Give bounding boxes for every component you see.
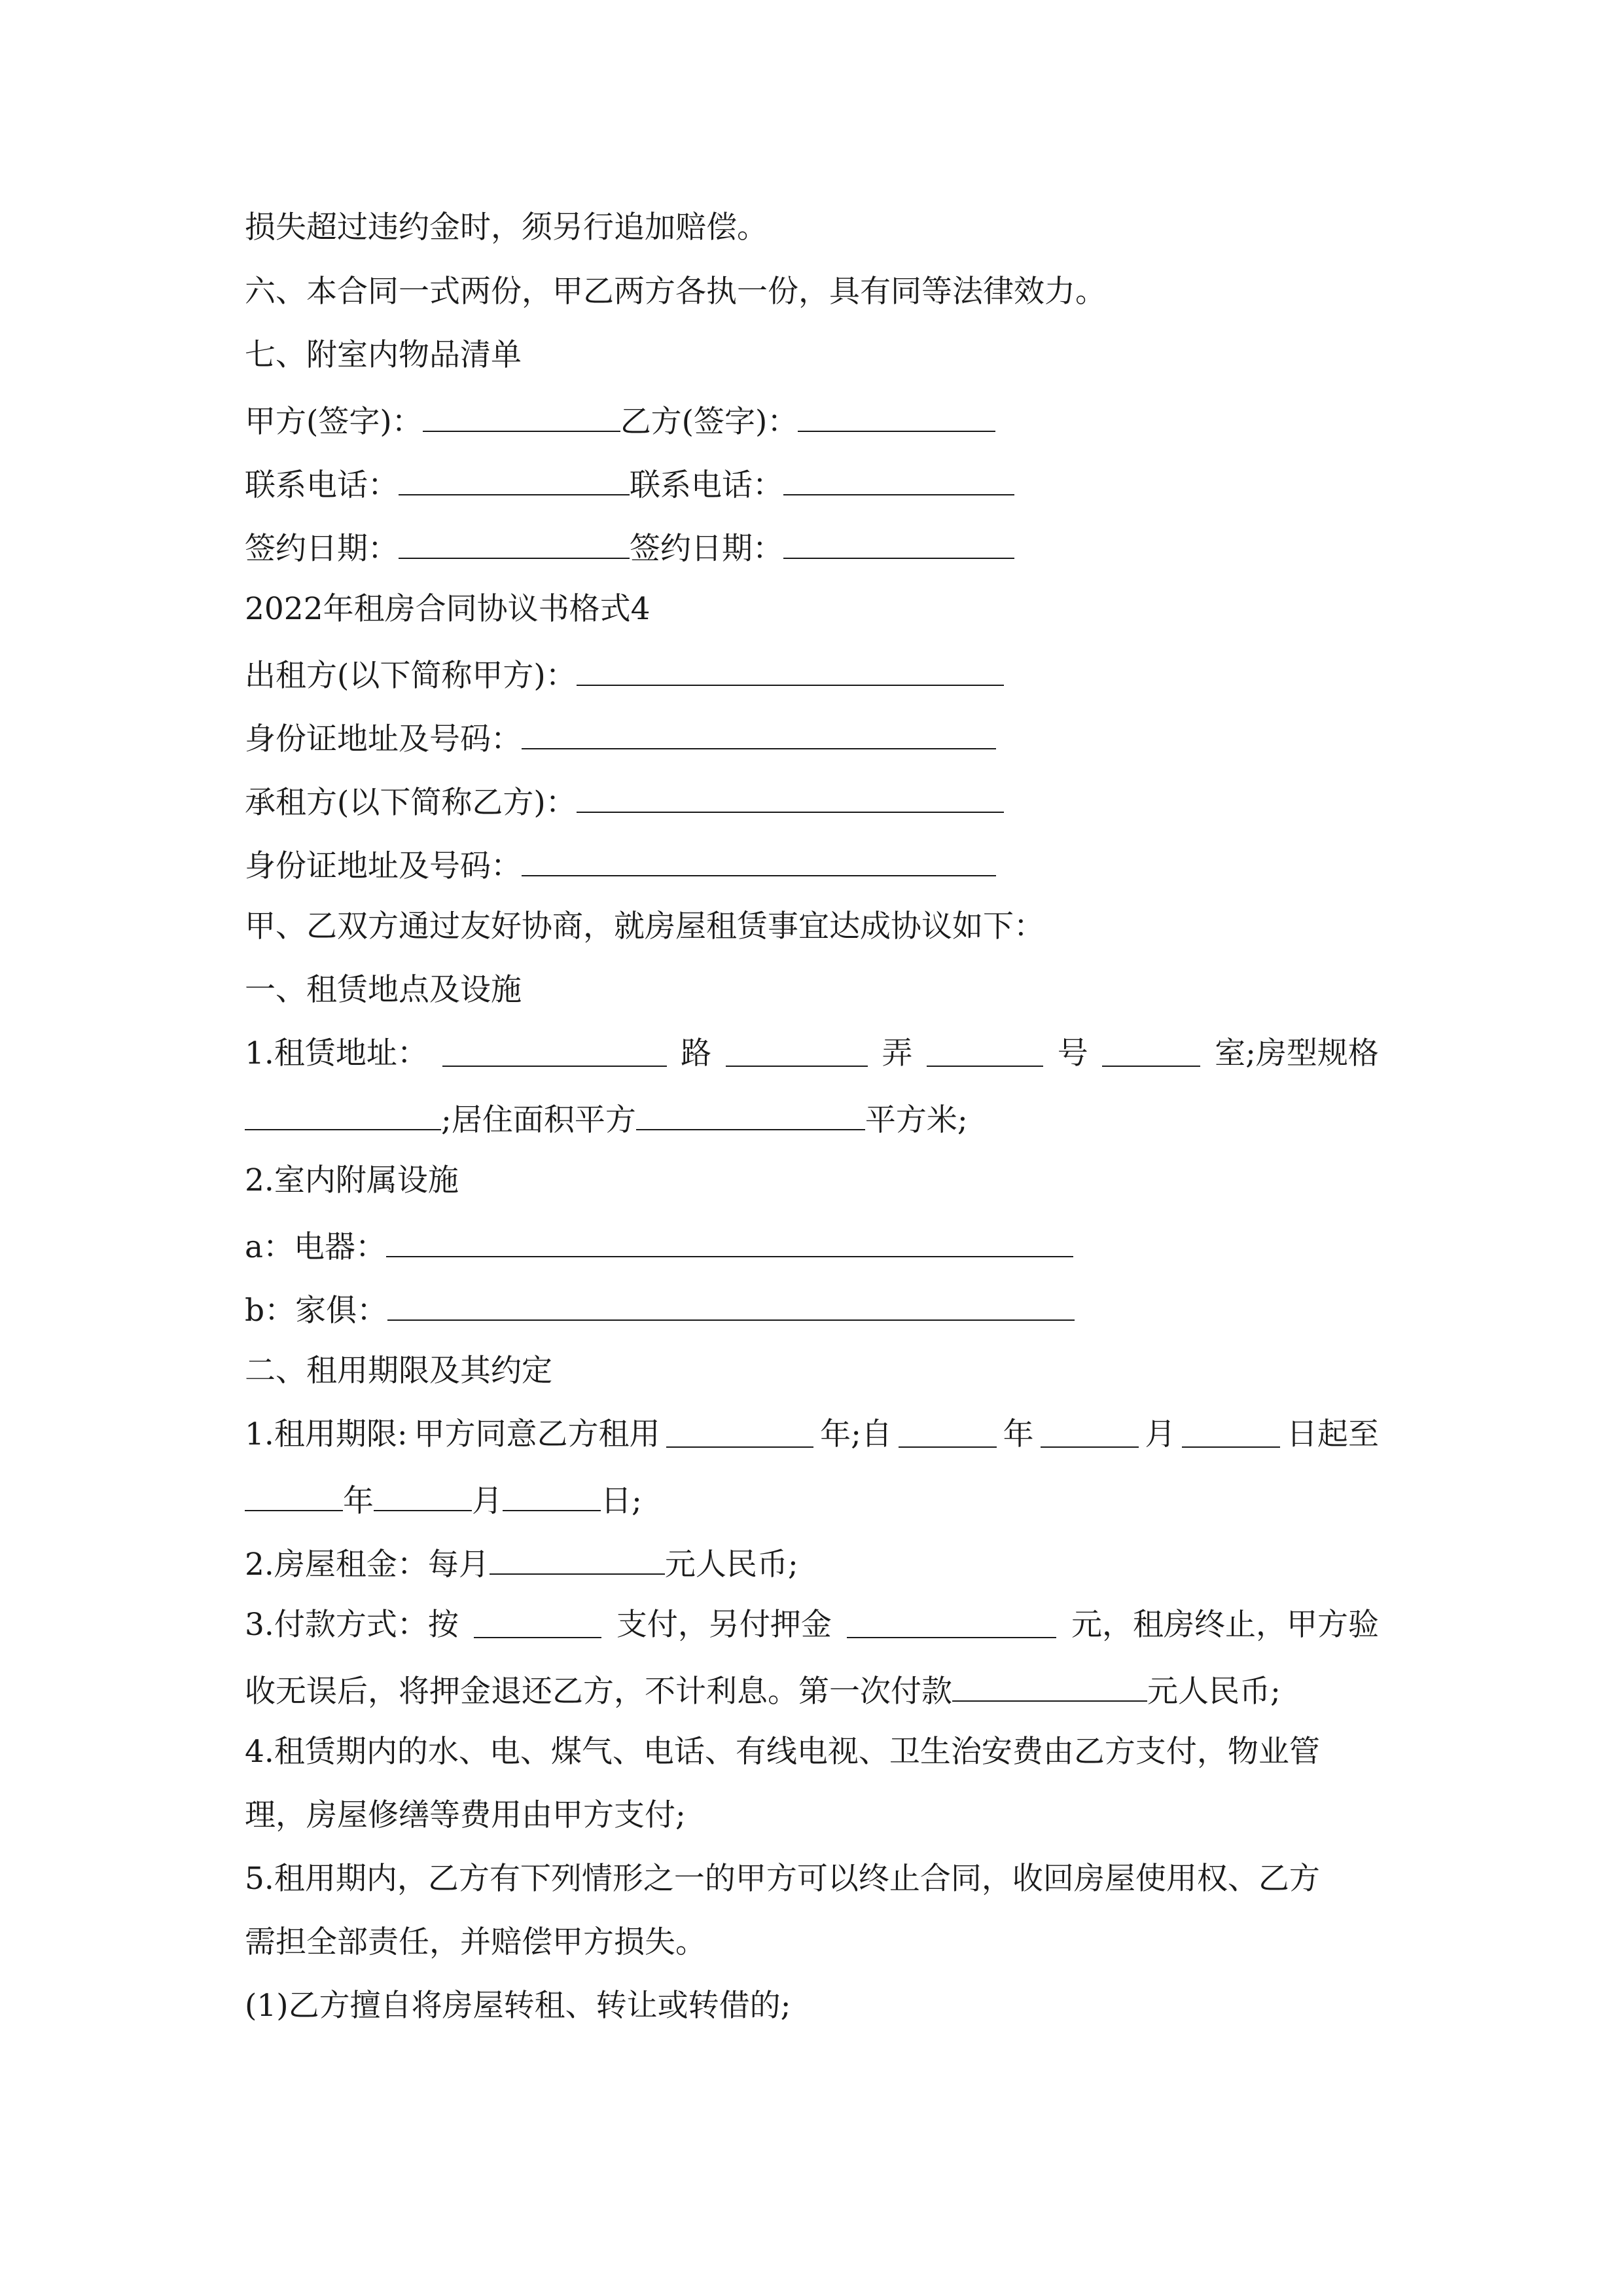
payment-line <box>245 1599 1379 1651</box>
party-b-sign-blank <box>798 393 995 432</box>
lessee-id-blank <box>522 837 996 876</box>
lessee-blank <box>577 774 1004 813</box>
rent-suffix: 元人民币; <box>664 1547 798 1583</box>
number-blank <box>1102 1028 1200 1067</box>
end-month-blank <box>374 1472 472 1511</box>
payment-mid: 支付，另付押金 <box>616 1607 832 1643</box>
date-a-blank <box>399 520 630 559</box>
text-line: 甲、乙双方通过友好协商，就房屋租赁事宜达成协议如下： <box>245 908 1044 944</box>
start-day-blank <box>1182 1408 1280 1448</box>
section-heading: 一、租赁地点及设施 <box>245 972 522 1008</box>
termination-line: 5.租用期内，乙方有下列情形之一的甲方可以终止合同，收回房屋使用权、乙方 <box>245 1861 1320 1897</box>
road-blank <box>726 1028 868 1067</box>
fees-line: 4.租赁期内的水、电、煤气、电话、有线电视、卫生治安费由乙方支付，物业管 <box>245 1734 1320 1770</box>
area-line <box>245 1091 968 1143</box>
start-month-blank <box>1041 1408 1139 1448</box>
section-heading: 二、租用期限及其约定 <box>245 1353 552 1389</box>
address-blank <box>442 1028 667 1067</box>
address-prefix: 1.租赁地址： <box>245 1035 428 1071</box>
start-year-label: 年 <box>1003 1416 1034 1452</box>
term-end-line <box>245 1472 642 1524</box>
first-payment-blank <box>952 1662 1147 1702</box>
payment-suffix: 元，租房终止，甲方验 <box>1071 1607 1379 1643</box>
lessor-id-line <box>245 710 996 762</box>
area-blank <box>636 1091 865 1130</box>
lessor-line <box>245 647 1004 699</box>
end-year-label: 年 <box>343 1483 374 1519</box>
section-heading: 七、附室内物品清单 <box>245 337 522 373</box>
furniture-label: b：家俱： <box>245 1293 388 1329</box>
date-a-label: 签约日期： <box>245 531 399 567</box>
lessor-blank <box>577 647 1004 686</box>
payment-line2-suffix: 元人民币; <box>1147 1674 1281 1710</box>
rent-blank <box>490 1535 665 1575</box>
termination-line-2: 需担全部责任，并赔偿甲方损失。 <box>245 1924 706 1960</box>
furniture-line <box>245 1282 1075 1334</box>
payment-method-blank <box>474 1599 601 1638</box>
lessee-id-line <box>245 837 996 889</box>
text-line: 损失超过违约金时，须另行追加赔偿。 <box>245 209 768 245</box>
term-year-label: 年;自 <box>820 1416 893 1452</box>
date-b-label: 签约日期： <box>630 531 783 567</box>
party-b-sign-label: 乙方(签字)： <box>620 404 798 440</box>
phone-a-blank <box>399 456 630 495</box>
lessee-line <box>245 774 1004 826</box>
layout-blank <box>245 1091 441 1130</box>
phone-b-blank <box>783 456 1014 495</box>
party-a-sign-label: 甲方(签字)： <box>245 404 423 440</box>
phone-line <box>245 456 1014 509</box>
start-day-label: 日起至 <box>1286 1416 1379 1452</box>
date-line <box>245 520 1014 572</box>
term-prefix: 1.租用期限: <box>245 1416 408 1452</box>
lessee-label: 承租方(以下简称乙方)： <box>245 785 577 821</box>
rent-line <box>245 1535 798 1588</box>
phone-b-label: 联系电话： <box>630 467 783 503</box>
lessor-id-blank <box>522 710 996 749</box>
date-b-blank <box>783 520 1014 559</box>
section-subheading: 2.室内附属设施 <box>245 1162 459 1198</box>
end-day-label: 日; <box>601 1483 642 1519</box>
payment-line2-prefix: 收无误后，将押金退还乙方，不计利息。第一次付款 <box>245 1674 952 1710</box>
signature-line <box>245 393 995 445</box>
end-month-label: 月 <box>472 1483 503 1519</box>
address-line <box>245 1028 1379 1080</box>
fees-line-2: 理，房屋修缮等费用由甲方支付; <box>245 1797 686 1833</box>
appliances-blank <box>386 1218 1073 1257</box>
area-label: ;居住面积平方 <box>441 1102 636 1138</box>
end-year-blank <box>245 1472 343 1511</box>
road-label: 路 <box>681 1035 712 1071</box>
term-years-blank <box>666 1408 813 1448</box>
start-year-blank <box>899 1408 997 1448</box>
clause-item: (1)乙方擅自将房屋转租、转让或转借的; <box>245 1988 791 2024</box>
document-title: 2022年租房合同协议书格式4 <box>245 591 651 627</box>
appliances-label: a：电器： <box>245 1229 387 1265</box>
term-line <box>245 1408 1379 1461</box>
start-month-label: 月 <box>1145 1416 1176 1452</box>
text-line: 六、本合同一式两份，甲乙两方各执一份，具有同等法律效力。 <box>245 274 1106 310</box>
end-day-blank <box>503 1472 601 1511</box>
lessor-id-label: 身份证地址及号码： <box>245 721 522 757</box>
lessor-label: 出租方(以下简称甲方)： <box>245 658 577 694</box>
furniture-blank <box>387 1282 1075 1321</box>
rent-prefix: 2.房屋租金：每月 <box>245 1547 490 1583</box>
payment-line-2 <box>245 1662 1281 1715</box>
phone-a-label: 联系电话： <box>245 467 399 503</box>
number-label: 号 <box>1057 1035 1088 1071</box>
payment-prefix: 3.付款方式：按 <box>245 1607 459 1643</box>
lane-blank <box>927 1028 1043 1067</box>
lessee-id-label: 身份证地址及号码： <box>245 848 522 884</box>
appliances-line <box>245 1218 1073 1270</box>
deposit-blank <box>847 1599 1056 1638</box>
lane-label: 弄 <box>882 1035 913 1071</box>
room-label: 室;房型规格 <box>1215 1035 1379 1071</box>
sqm-label: 平方米; <box>865 1102 968 1138</box>
party-a-sign-blank <box>423 393 620 432</box>
term-text: 甲方同意乙方租用 <box>414 1416 660 1452</box>
